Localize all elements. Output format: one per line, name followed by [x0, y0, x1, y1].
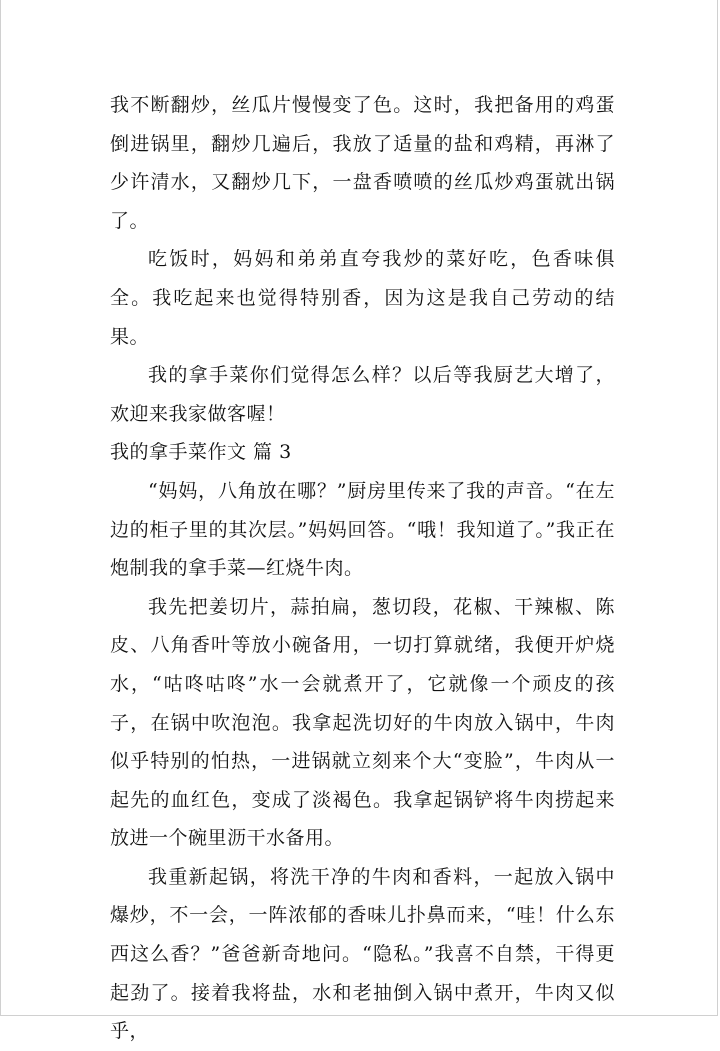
section-heading: 我的拿手菜作文 篇 3: [110, 441, 292, 464]
section-paragraph-1: “妈妈，八角放在哪？”厨房里传来了我的声音。“在左边的柜子里的其次层。”妈妈回答。“哦！我知道了。”我正在炮制我的拿手菜—红烧牛肉。: [110, 479, 615, 580]
paragraph-3: 我的拿手菜你们觉得怎么样？以后等我厨艺大增了，欢迎来我家做客喔！: [110, 364, 615, 425]
section-paragraph-3: 我重新起锅，将洗干净的牛肉和香料，一起放入锅中爆炒，不一会，一阵浓郁的香味儿扑鼻而来，“哇！什么东西这么香？”爸爸新奇地问。“隐私。”我喜不自禁，干得更起劲了。接着我将盐，水和老抽倒入锅中煮开，牛肉又似乎，: [110, 865, 615, 1043]
paragraph-1: 我不断翻炒，丝瓜片慢慢变了色。这时，我把备用的鸡蛋倒进锅里，翻炒几遍后，我放了适量的盐和鸡精，再淋了少许清水，又翻炒几下，一盘香喷喷的丝瓜炒鸡蛋就出锅了。: [110, 94, 615, 232]
paragraph-2: 吃饭时，妈妈和弟弟直夸我炒的菜好吃，色香味俱全。我吃起来也觉得特别香，因为这是我自己劳动的结果。: [110, 248, 615, 348]
section-paragraph-2: 我先把姜切片，蒜拍扁，葱切段，花椒、干辣椒、陈皮、八角香叶等放小碗备用，一切打算就绪，我便开炉烧水，“咕咚咕咚”水一会就煮开了，它就像一个顽皮的孩子，在锅中吹泡泡。我拿起洗切好的牛肉放入锅中，牛肉似乎特别的怕热，一进锅就立刻来个大“变脸”，牛肉从一起先的血红色，变成了淡褐色。我拿起锅铲将牛肉捞起来放进一个碗里沥干水备用。: [110, 595, 615, 850]
document-body: [110, 86, 615, 1051]
